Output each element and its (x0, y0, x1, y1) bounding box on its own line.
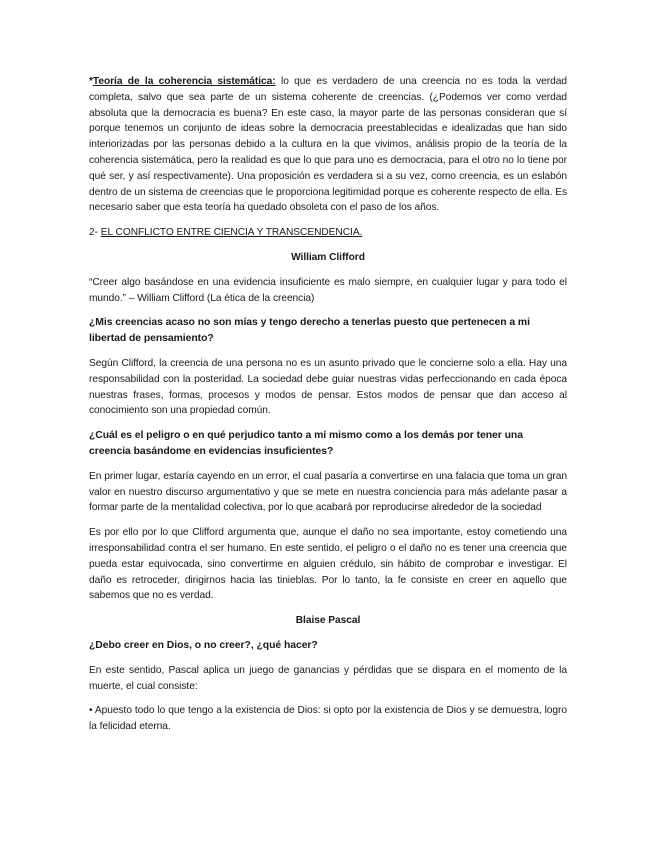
pascal-question-1: ¿Debo creer en Dios, o no creer?, ¿qué hacer? (89, 639, 318, 651)
clifford-quote: “Creer algo basándose en una evidencia insuficiente es malo siempre, en cualquier lugar y para todo el mundo.” – William Clifford (La ética de la creencia) (89, 276, 567, 304)
asterisk-marker: * (89, 76, 93, 87)
clifford-answer-1: Según Clifford, la creencia de una persona no es un asunto privado que le concierne solo a ella. Hay una responsabilidad con la posteridad. La sociedad debe guiar nuestras vidas perfeccionando en cada época nuestras frases, formas, procesos y modos de pensar. Estos modos de pensar que dan acceso al conocimiento son una propiedad común. (89, 357, 567, 417)
coherence-theory-paragraph (89, 74, 567, 216)
clifford-question-1: ¿Mis creencias acaso no son mías y tengo derecho a tenerlas puesto que pertenecen a mi libertad de pensamiento? (89, 317, 530, 345)
clifford-heading: William Clifford (291, 251, 365, 263)
pascal-answer-1: En este sentido, Pascal aplica un juego de ganancias y pérdidas que se dispara en el momento de la muerte, el cual consiste: (89, 664, 567, 692)
pascal-bullet-1: • Apuesto todo lo que tengo a la existencia de Dios: si opto por la existencia de Dios y se demuestra, logro la felicidad eterna. (89, 705, 567, 733)
document-page (89, 74, 567, 735)
clifford-answer-3: Es por ello por lo que Clifford argumenta que, aunque el daño no sea importante, estoy cometiendo una irresponsabilidad contra el ser humano. En este sentido, el peligro o el daño no es tener una creencia que pueda estar equivocada, sino convertirme en alguien crédulo, sin hábito de comprobar e investigar. El daño es retroceder, dirigirnos hacia las tinieblas. Por lo tanto, la fe consiste en creer en aquello que sabemos que no es verdad. (89, 527, 567, 602)
pascal-heading: Blaise Pascal (295, 615, 361, 627)
section-2-number: 2- (89, 227, 101, 239)
clifford-answer-2: En primer lugar, estaría cayendo en un error, el cual pasaría a convertirse en una falacia que toma un gran valor en nuestro discurso argumentativo y que se mete en nuestra conciencia para más adelante pasar a formar parte de la mentalidad colectiva, por lo que acabará por reproducirse alrededor de la sociedad (89, 470, 567, 514)
section-2-title: EL CONFLICTO ENTRE CIENCIA Y TRANSCENDENCIA. (100, 227, 363, 239)
coherence-theory-text: lo que es verdadero de una creencia no es toda la verdad completa, salvo que sea parte de un sistema coherente de creencias. (¿Podemos ver como verdad absoluta que la democracia es buena? En este caso, la mayor parte de las personas consideran que sí porque tenemos un conjunto de ideas sobre la democracia preestablecidas e idealizadas que han sido interiorizadas por las personas debido a la cultura en la que vivimos, análisis propio de la teoría de la coherencia sistemática, pero la realidad es que lo que para uno es democracia, para el otro no lo tiene por qué ser, y así respectivamente). Una proposición es verdadera si a su vez, como creencia, es un eslabón dentro de un sistema de creencias que le proporciona legitimidad porque es coherente respecto de ella. Es necesario saber que esta teoría ha quedado obsoleta con el paso de los años. (89, 76, 567, 214)
section-2-heading (89, 225, 567, 241)
coherence-theory-heading: Teoría de la coherencia sistemática: (92, 76, 276, 87)
clifford-question-2: ¿Cuál es el peligro o en qué perjudico tanto a mí mismo como a los demás por tener una creencia basándome en evidencias insuficientes? (89, 430, 523, 457)
